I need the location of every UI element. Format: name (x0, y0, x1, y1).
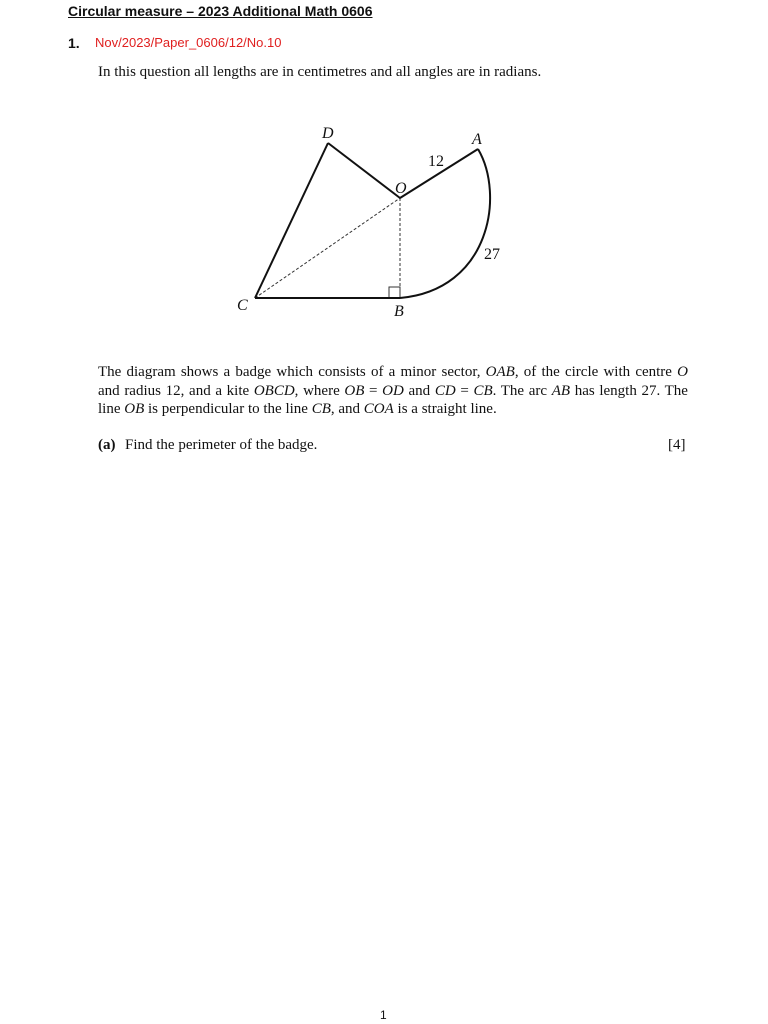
desc-italic: COA (363, 401, 394, 417)
desc-italic: AB (551, 382, 571, 399)
desc-text: The diagram shows a badge which consists of a minor sector, (98, 364, 486, 380)
desc-italic: OB (124, 401, 145, 417)
line-CD (255, 143, 328, 298)
page-number: 1 (380, 1008, 387, 1022)
desc-text: has length 27. The line (98, 382, 688, 417)
label-radius: 12 (428, 153, 444, 170)
desc-italic: CD (434, 382, 456, 399)
desc-text: , of the circle with centre (514, 364, 678, 380)
desc-text: is a straight line. (393, 401, 497, 417)
desc-italic: OB (344, 382, 365, 399)
question-description (98, 363, 688, 419)
label-A: A (472, 131, 482, 148)
line-CO-dashed (255, 198, 400, 298)
line-DO (328, 143, 400, 198)
desc-italic: CB (473, 382, 493, 399)
question-reference: Nov/2023/Paper_0606/12/No.10 (95, 35, 282, 50)
desc-italic: CB (311, 401, 331, 417)
label-arc-length: 27 (484, 246, 500, 263)
question-intro: In this question all lengths are in centimetres and all angles are in radians. (98, 64, 542, 80)
desc-italic: OAB (485, 364, 515, 380)
question-number: 1. (68, 35, 80, 51)
part-a-label: (a) (98, 437, 116, 453)
desc-text: . The arc (492, 382, 552, 399)
desc-italic: OBCD (253, 382, 295, 399)
desc-text: , where (294, 382, 345, 399)
desc-text: , and (330, 401, 364, 417)
right-angle-marker (389, 287, 400, 298)
label-O: O (395, 180, 407, 197)
badge-diagram (0, 0, 768, 340)
desc-text: = (364, 382, 383, 399)
part-a-marks: [4] (668, 437, 686, 453)
desc-text: is perpendicular to the line (144, 401, 312, 417)
question-part-a (98, 437, 317, 454)
desc-text: and radius 12, and a kite (98, 382, 254, 399)
label-D: D (322, 125, 334, 142)
desc-text: and (403, 382, 435, 399)
page-title: Circular measure – 2023 Additional Math 0606 (68, 3, 373, 19)
desc-italic: OD (382, 382, 404, 399)
label-B: B (394, 303, 404, 320)
part-a-text: Find the perimeter of the badge. (125, 437, 318, 453)
label-C: C (237, 297, 248, 314)
desc-italic: O (677, 364, 688, 380)
arc-AB (400, 149, 490, 298)
desc-text: = (455, 382, 474, 399)
